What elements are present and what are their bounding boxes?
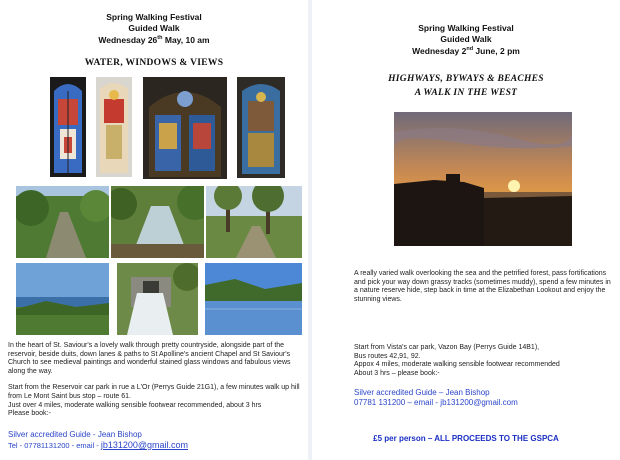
start-location: Start from Vista's car park, Vazon Bay (Perrys Guide 14B1), (354, 344, 540, 351)
lane-photo (16, 186, 109, 258)
walk-type: Guided Walk (440, 33, 492, 44)
bus-routes: Bus routes 42,91, 92. (354, 352, 421, 360)
waterfall-photo (117, 263, 198, 335)
walk-date: Wednesday 26th May, 10 am (98, 34, 210, 45)
guide-info (8, 430, 306, 451)
walk-subtitle: A WALK IN THE WEST (414, 88, 518, 98)
right-flyer (312, 0, 620, 460)
walk-length: Appox 4 miles, moderate walking sensible footwear recommended (354, 361, 560, 369)
left-header (0, 12, 308, 45)
walk-title: HIGHWAYS, BYWAYS & BEACHES (388, 74, 544, 84)
walk-length: Just over 4 miles, moderate walking sensible footwear recommended, about 3 hrs (8, 401, 262, 409)
coastal-view-photo (16, 263, 109, 335)
festival-name: Spring Walking Festival (418, 23, 514, 33)
left-flyer (0, 0, 308, 460)
start-info (354, 344, 616, 378)
woodland-path-photo (206, 186, 302, 258)
walk-date: Wednesday 2nd June, 2 pm (412, 45, 520, 56)
walk-description (8, 342, 302, 419)
description-paragraph: In the heart of St. Saviour's a lovely walk through pretty countryside, alongside part of the reservoir, beside duits, down lanes & paths to St Apolline's ancient Chapel and St Saviour's Church to see medieval paintings and wonderful stained glass windows and fabulous views along the way. (8, 342, 291, 375)
stained-glass-window-4 (237, 77, 285, 178)
reservoir-photo (205, 263, 302, 335)
guide-name: Silver accredited Guide - Jean Bishop (8, 430, 142, 439)
email-address[interactable]: jb131200@gmail.com (440, 398, 518, 407)
stained-glass-window-1 (50, 77, 86, 177)
guide-info (354, 388, 616, 408)
start-location: Start from the Reservoir car park in rue a L'Or (Perrys Guide 21G1), a few minutes walk up hill from Le Mont Saint bus stop – route 61. (8, 384, 300, 400)
stained-glass-window-3 (143, 77, 227, 179)
walk-title: WATER, WINDOWS & VIEWS (84, 58, 224, 68)
guide-name: Silver accredited Guide – Jean Bishop (354, 388, 490, 397)
right-header (312, 23, 620, 56)
walk-type: Guided Walk (128, 22, 180, 33)
please-book: Please book:- (8, 410, 51, 418)
sunset-photo (394, 112, 572, 246)
festival-name: Spring Walking Festival (106, 12, 202, 22)
walk-duration: About 3 hrs – please book:- (354, 369, 440, 377)
contact-line: 07781 131200 – email - jb131200@gmail.com (354, 398, 518, 407)
walk-description: A really varied walk overlooking the sea and the petrified forest, pass fortifications and pick your way down grassy tracks (sometimes muddy), spend a few minutes in a nature reserve hide, step back in time at the Elizabethan Lookout and enjoy the stunning views. (354, 270, 611, 303)
email-link[interactable]: jb131200@gmail.com (100, 440, 189, 450)
stained-glass-window-2 (96, 77, 132, 177)
stream-photo (111, 186, 204, 258)
price-footer: £5 per person – ALL PROCEEDS TO THE GSPCA (373, 434, 559, 443)
contact-line: Tel - 07781131200 - email - jb131200@gmail.com (8, 440, 189, 450)
